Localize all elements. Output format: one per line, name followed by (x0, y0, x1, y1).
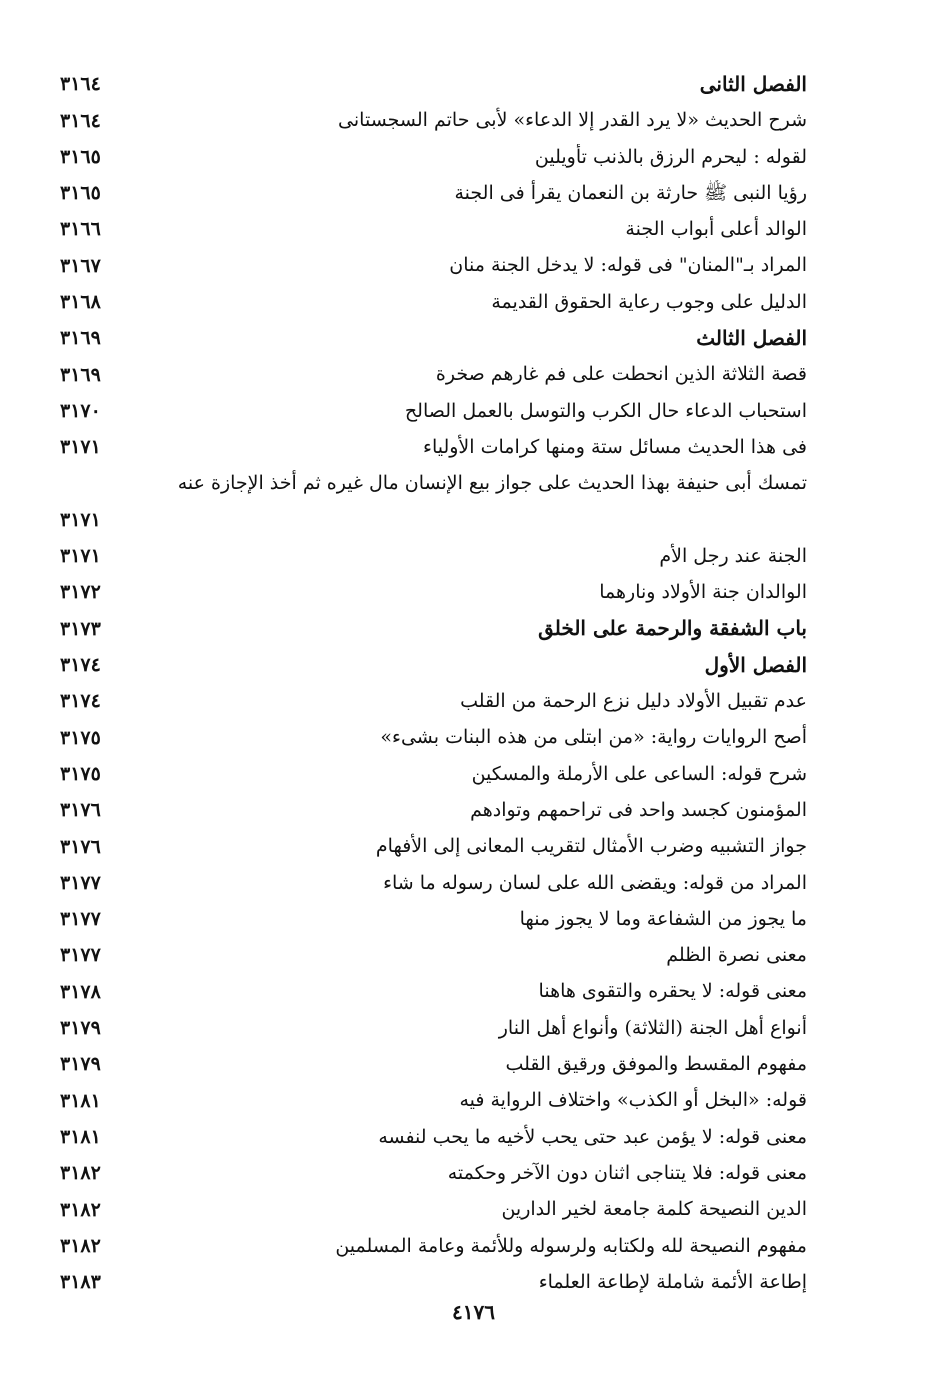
toc-entry (0, 1119, 947, 1155)
toc-entry-page: ٣١٨٢ (60, 1198, 101, 1221)
toc-entry (0, 792, 947, 828)
toc-entry-title: الفصل الثانى (699, 72, 807, 96)
toc-entry-page: ٣١٦٩ (60, 363, 101, 386)
toc-heading (0, 647, 947, 683)
toc-entry-page: ٣١٧٣ (60, 617, 101, 640)
toc-entry (0, 429, 947, 465)
toc-entry-title: أصح الروايات رواية: «من ابتلى من هذه البنات بشىء» (380, 726, 807, 749)
toc-entry-page: ٣١٧٩ (60, 1017, 101, 1040)
toc-entry-title: الفصل الثالث (696, 326, 807, 351)
toc-entry-page: ٣١٦٨ (60, 291, 101, 314)
toc-entry-page: ٣١٧٦ (60, 799, 101, 822)
toc-entry (0, 1191, 947, 1227)
toc-entry-title: رؤيا النبى ﷺ حارثة بن النعمان يقرأ فى الجنة (454, 181, 807, 204)
toc-entry-title: عدم تقبيل الأولاد دليل نزع الرحمة من القلب (460, 690, 807, 713)
toc-entry-title: استحباب الدعاء حال الكرب والتوسل بالعمل الصالح (404, 399, 807, 422)
toc-entry-title: شرح الحديث «لا يرد القدر إلا الدعاء» لأبى حاتم السجستانى (338, 109, 807, 132)
toc-entry (0, 538, 947, 574)
page-number: ٤١٧٦ (452, 1300, 495, 1324)
toc-entry-page: ٣١٧٤ (60, 690, 101, 713)
toc-entry-page: ٣١٦٥ (60, 145, 101, 168)
toc-entry-title: جواز التشبيه وضرب الأمثال لتقريب المعانى إلى الأفهام (375, 835, 807, 858)
toc-entry-page: ٣١٧١ (60, 508, 101, 531)
toc-entry-page: ٣١٧٧ (60, 908, 101, 931)
toc-entry (0, 828, 947, 864)
toc-entry (0, 247, 947, 283)
toc-entry-title: الدين النصيحة كلمة جامعة لخير الدارين (501, 1198, 807, 1221)
toc-entry-title: شرح قوله: الساعى على الأرملة والمسكين (471, 762, 807, 785)
toc-entry-title: تمسك أبى حنيفة بهذا الحديث على جواز بيع الإنسان مال غيره ثم أخذ الإجازة عنه (177, 472, 807, 495)
toc-entry-title: المراد بـ"المنان" فى قوله: لا يدخل الجنة منان (449, 254, 807, 277)
toc-entry (0, 937, 947, 973)
toc-entry-page: ٣١٨٢ (60, 1162, 101, 1185)
toc-entry (0, 1228, 947, 1264)
toc-entry-page: ٣١٧١ (60, 436, 101, 459)
toc-entry-page: ٣١٧١ (60, 545, 101, 568)
toc-entry (0, 1155, 947, 1191)
toc-entry-page: ٣١٦٤ (60, 73, 101, 96)
toc-entry (0, 1082, 947, 1118)
toc-heading (0, 610, 947, 646)
toc-entry (0, 356, 947, 392)
toc-entry-page: ٣١٧٥ (60, 762, 101, 785)
toc-entry-title: معنى قوله: لا يحقره والتقوى هاهنا (538, 980, 807, 1003)
toc-entry-title: مفهوم النصيحة لله ولكتابه ولرسوله وللأئمة وعامة المسلمين (335, 1234, 807, 1257)
toc-entry-page: ٣١٦٩ (60, 327, 101, 350)
toc-entry-title: الوالدان جنة الأولاد ونارهما (599, 581, 807, 604)
toc-entry-title: الفصل الأول (704, 652, 807, 677)
toc-heading (0, 66, 947, 102)
toc-entry-title: الجنة عند رجل الأم (659, 544, 807, 567)
toc-entry (0, 139, 947, 175)
toc-entry-page: ٣١٨١ (60, 1125, 101, 1148)
toc-entry-page: ٣١٧٤ (60, 654, 101, 677)
toc-entry-page: ٣١٦٦ (60, 218, 101, 241)
toc-entry (0, 865, 947, 901)
toc-entry-title: قوله: «البخل أو الكذب» واختلاف الرواية فيه (459, 1089, 807, 1112)
toc-entry-title: أنواع أهل الجنة (الثلاثة) وأنواع أهل النار (498, 1016, 807, 1039)
toc-entry-title: معنى قوله: فلا يتناجى اثنان دون الآخر وحكمته (447, 1161, 807, 1184)
toc-entry-page: ٣١٧٧ (60, 871, 101, 894)
toc-entry (0, 284, 947, 320)
toc-entry-title: لقوله : ليحرم الرزق بالذنب تأويلين (534, 145, 807, 168)
toc-entry-page: ٣١٧٠ (60, 399, 101, 422)
toc-entry-page: ٣١٨٣ (60, 1271, 101, 1294)
toc-entry (0, 393, 947, 429)
toc-entry-title: باب الشفقة والرحمة على الخلق (538, 616, 807, 641)
toc-entry (0, 683, 947, 719)
toc-entry-title: معنى نصرة الظلم (666, 944, 807, 967)
toc-entry-page: ٣١٨١ (60, 1089, 101, 1112)
toc-entry-page: ٣١٦٧ (60, 254, 101, 277)
toc-entry-title: الدليل على وجوب رعاية الحقوق القديمة (491, 290, 807, 313)
toc-entry (0, 1264, 947, 1300)
toc-heading (0, 320, 947, 356)
toc-entry (0, 1010, 947, 1046)
toc-entry-page: ٣١٧٦ (60, 835, 101, 858)
toc-entry (0, 574, 947, 610)
toc-entry-page: ٣١٧٧ (60, 944, 101, 967)
toc-entry (0, 102, 947, 138)
toc-entry (0, 465, 947, 538)
toc-entry-page: ٣١٦٥ (60, 182, 101, 205)
table-of-contents (0, 66, 947, 1300)
toc-entry (0, 1046, 947, 1082)
toc-entry (0, 211, 947, 247)
toc-entry-title: إطاعة الأئمة شاملة لإطاعة العلماء (538, 1270, 807, 1293)
toc-entry (0, 175, 947, 211)
toc-entry-title: المؤمنون كجسد واحد فى تراحمهم وتوادهم (470, 798, 807, 821)
toc-entry-title: معنى قوله: لا يؤمن عبد حتى يحب لأخيه ما يحب لنفسه (378, 1125, 807, 1148)
toc-entry-page: ٣١٨٢ (60, 1234, 101, 1257)
toc-entry-title: مفهوم المقسط والموفق ورقيق القلب (505, 1053, 807, 1076)
toc-entry-page: ٣١٧٥ (60, 726, 101, 749)
toc-entry-page: ٣١٧٢ (60, 581, 101, 604)
toc-entry-page: ٣١٧٩ (60, 1053, 101, 1076)
toc-entry-page: ٣١٧٨ (60, 980, 101, 1003)
toc-entry-page: ٣١٦٤ (60, 109, 101, 132)
toc-entry (0, 719, 947, 755)
toc-entry-title: قصة الثلاثة الذين انحطت على فم غارهم صخرة (435, 363, 807, 386)
toc-entry-title: الوالد أعلى أبواب الجنة (625, 218, 807, 241)
toc-entry (0, 973, 947, 1009)
toc-entry-title: ما يجوز من الشفاعة وما لا يجوز منها (519, 907, 807, 930)
toc-entry (0, 901, 947, 937)
toc-entry-title: فى هذا الحديث مسائل ستة ومنها كرامات الأولياء (423, 435, 807, 458)
toc-entry (0, 756, 947, 792)
toc-entry-title: المراد من قوله: ويقضى الله على لسان رسوله ما شاء (383, 871, 807, 894)
